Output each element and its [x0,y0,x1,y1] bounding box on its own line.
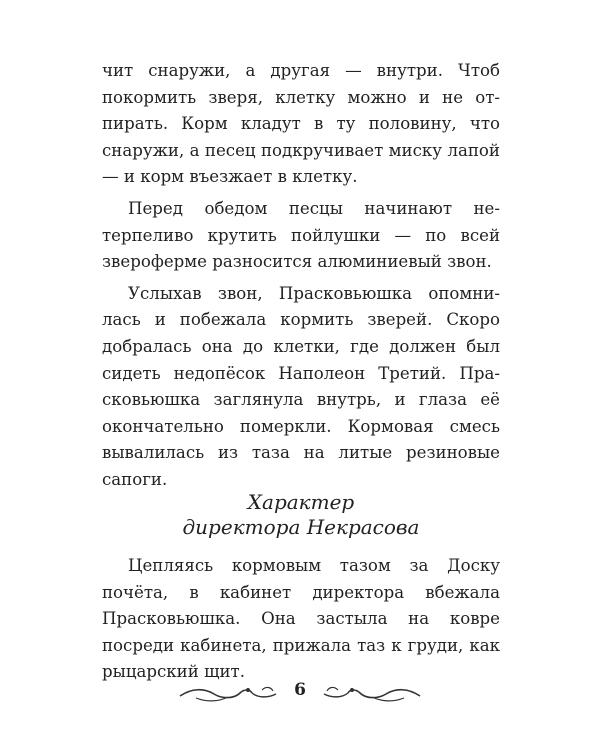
page-footer [0,678,600,708]
chapter-heading [102,490,500,540]
paragraph-praskovyushka: Услыхав звон, Прасковьюшка опомнилась и побежала кормить зверей. Скоро добралась она до клетки, где должен был сидеть недопёсок Наполеон Третий. Прасковьюшка заглянула внутрь, и глаза её окончательно померкли. Кормовая смесь вывалилась из таза на литые резиновые сапоги. [102,283,500,489]
paragraph-dinner: Перед обедом песцы начинают нетерпеливо крутить пойлушки — по всей звероферме разносится алюминиевый звон. [102,198,500,272]
body-text-top [102,58,500,494]
swirl-ornament-right-icon [322,684,422,704]
paragraph-continuation: чит снаружи, а другая — внутри. Чтоб покормить зверя, клетку можно и не отпирать. Корм кладут в ту половину, что снаружи, а песец подкручивает миску лапой — и корм въезжает в клетку. [102,61,500,187]
page-number: 6 [294,680,306,700]
paragraph-office: Цепляясь кормовым тазом за Доску почёта, в кабинет директора вбежала Прасковьюшка. Она застыла на ковре посреди кабинета, прижала таз к груди, как рыцарский щит. [102,556,500,682]
body-text-bottom [102,553,500,686]
chapter-heading-line-1: Характер [247,490,355,514]
swirl-ornament-left-icon [178,684,278,704]
chapter-heading-line-2: директора Некрасова [182,515,420,539]
